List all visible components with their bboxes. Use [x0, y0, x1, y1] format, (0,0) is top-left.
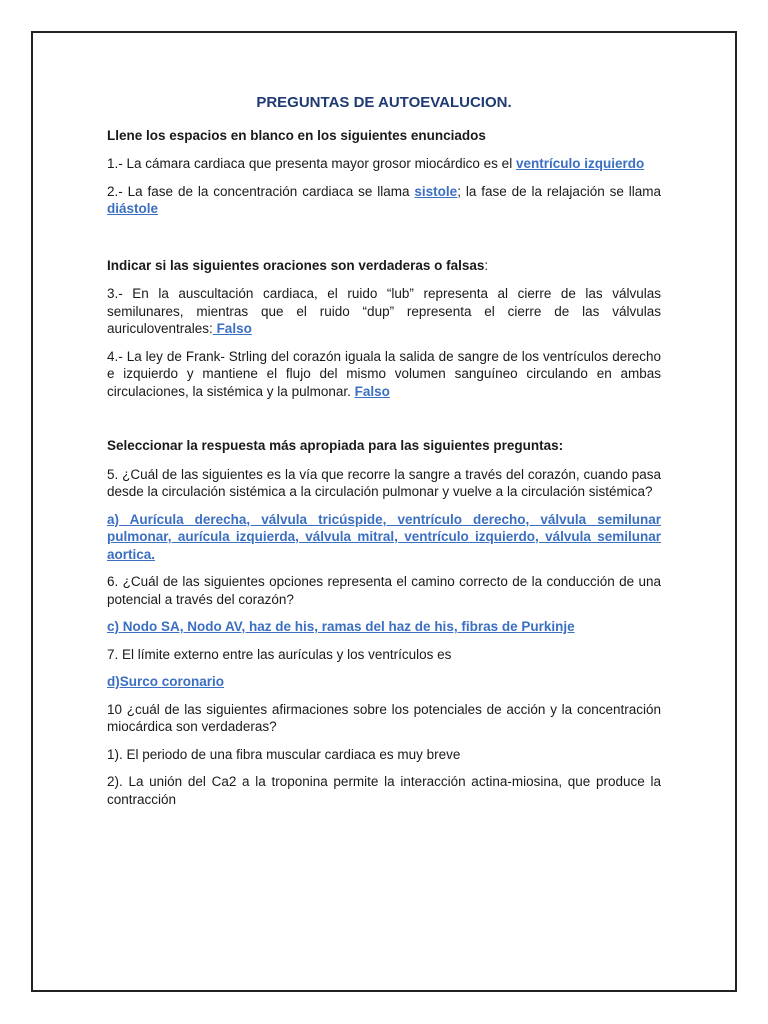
question-2-answer-a: sistole [414, 183, 458, 199]
section2-heading [107, 257, 661, 275]
page-title: PREGUNTAS DE AUTOEVALUCION. [256, 94, 512, 111]
question-3 [107, 285, 661, 338]
question-3-answer: Falso [212, 321, 252, 336]
question-3-text: 3.- En la auscultación cardiaca, el ruido “lub” representa al cierre de las válvulas semilunares, mientras que el ruido “dup” representa el cierre de las válvulas auriculoventrales: [107, 286, 661, 336]
question-7-answer: d)Surco coronario [107, 674, 225, 689]
list-item-1: 1). El periodo de una fibra muscular cardiaca es muy breve [107, 746, 461, 762]
question-6: 6. ¿Cuál de las siguientes opciones representa el camino correcto de la conducción de una potencial a través del corazón? [107, 574, 661, 607]
section1-heading: Llene los espacios en blanco en los siguientes enunciados [107, 127, 486, 143]
spacer [107, 410, 661, 437]
question-6-answer: c) Nodo SA, Nodo AV, haz de his, ramas del haz de his, fibras de Purkinje [107, 619, 575, 634]
question-10: 10 ¿cuál de las siguientes afirmaciones sobre los potenciales de acción y la concentración miocárdica son verdaderas? [107, 701, 661, 734]
question-2 [107, 183, 661, 218]
list-item-2: 2). La unión del Ca2 a la troponina permite la interacción actina-miosina, que produce la contracción [107, 774, 661, 807]
question-2-text-b: ; la fase de la relajación se llama [457, 183, 661, 199]
spacer [107, 228, 661, 257]
question-4-answer: Falso [354, 383, 390, 399]
question-4-text: 4.- La ley de Frank- Strling del corazón iguala la salida de sangre de los ventrículos derecho e izquierdo y mantiene el flujo del mismo volumen sanguíneo circulando en ambas circulaciones, la sistémica y la pulmonar. [107, 348, 661, 399]
question-1 [107, 155, 661, 173]
section2-heading-text: Indicar si las siguientes oraciones son verdaderas o falsas [107, 257, 485, 273]
question-4 [107, 348, 661, 401]
question-2-answer-b: diástole [107, 201, 159, 216]
question-5: 5. ¿Cuál de las siguientes es la vía que recorre la sangre a través del corazón, cuando pasa desde la circulación sistémica a la circulación pulmonar y vuelve a la circulación sistémica? [107, 466, 661, 499]
document-body [107, 94, 661, 818]
question-5-answer: a) Aurícula derecha, válvula tricúspide, ventrículo derecho, válvula semilunar pulmonar, aurícula izquierda, válvula mitral, ventrículo izquierdo, válvula semilunar aortica. [107, 511, 661, 562]
question-7: 7. El límite externo entre las aurículas y los ventrículos es [107, 646, 452, 662]
question-2-text-a: 2.- La fase de la concentración cardiaca se llama [107, 183, 415, 199]
question-1-answer: ventrículo izquierdo [515, 156, 645, 171]
section3-heading: Seleccionar la respuesta más apropiada para las siguientes preguntas: [107, 438, 564, 453]
section2-heading-colon: : [484, 257, 489, 273]
question-1-text: 1.- La cámara cardiaca que presenta mayor grosor miocárdico es el [107, 156, 516, 171]
